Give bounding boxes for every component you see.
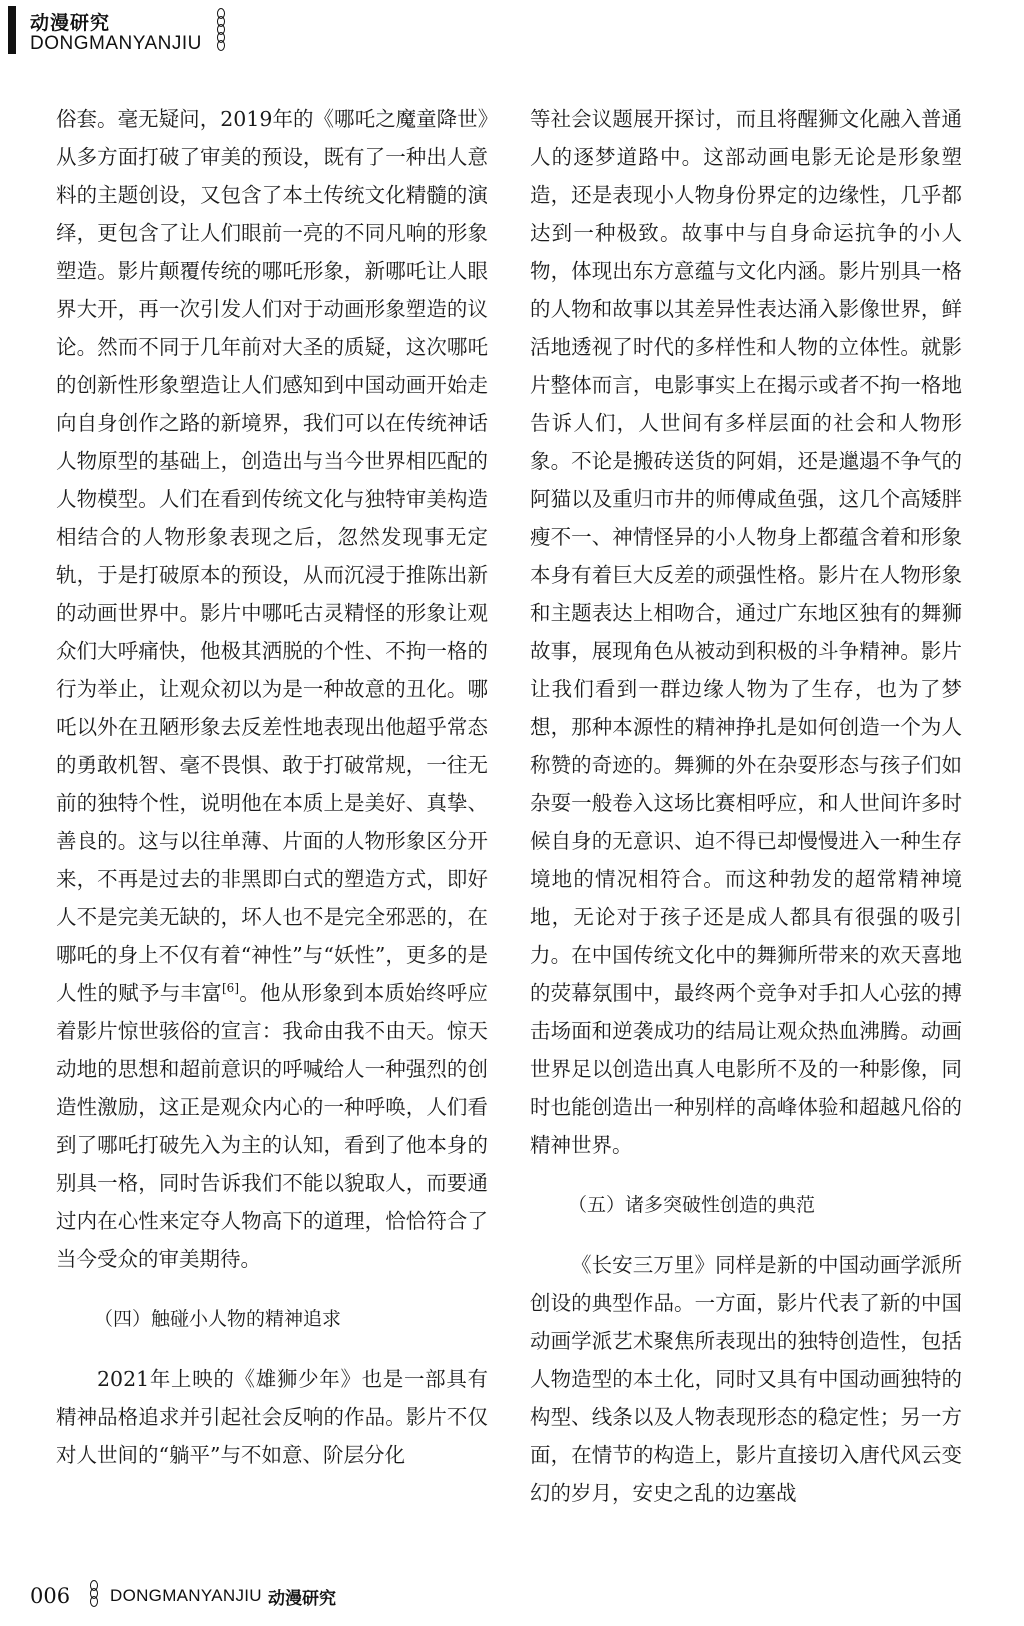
body-paragraph: 《长安三万里》同样是新的中国动画学派所创设的典型作品。一方面，影片代表了新的中国动画学派艺术聚焦所表现出的独特创造性，包括人物造型的本土化，同时又具有中国动画独特的构型、线条以及人物表现形态的稳定性；另一方面，在情节的构造上，影片直接切入唐代风云变幻的岁月，安史之乱的边塞战	[530, 1253, 962, 1505]
section-heading-4: （四）触碰小人物的精神追求	[94, 1308, 342, 1330]
section-heading-5: （五）诸多突破性创造的典范	[568, 1194, 816, 1216]
journal-title-en: DONGMANYANJIU	[30, 33, 202, 54]
citation-ref: [6]	[222, 981, 239, 996]
header-black-bar	[8, 6, 16, 54]
journal-title-cn: 动漫研究	[30, 12, 111, 34]
page-number: 006	[30, 1584, 71, 1608]
body-paragraph: 等社会议题展开探讨，而且将醒狮文化融入普通人的逐梦道路中。这部动画电影无论是形象塑造，还是表现小人物身份界定的边缘性，几乎都达到一种极致。故事中与自身命运抗争的小人物，体现出东方意蕴与文化内涵。影片别具一格的人物和故事以其差异性表达涌入影像世界，鲜活地透视了时代的多样性和人物的立体性。就影片整体而言，电影事实上在揭示或者不拘一格地告诉人们，人世间有多样层面的社会和人物形象。不论是搬砖送货的阿娟，还是邋遢不争气的阿猫以及重归市井的师傅咸鱼强，这几个高矮胖瘦不一、神情怪异的小人物身上都蕴含着和形象本身有着巨大反差的顽强性格。影片在人物形象和主题表达上相吻合，通过广东地区独有的舞狮故事，展现角色从被动到积极的斗争精神。影片让我们看到一群边缘人物为了生存，也为了梦想，那种本源性的精神挣扎是如何创造一个为人称赞的奇迹的。舞狮的外在杂耍形态与孩子们如杂耍一般卷入这场比赛相呼应，和人世间许多时候自身的无意识、迫不得已却慢慢进入一种生存境地的情况相符合。而这种勃发的超常精神境地，无论对于孩子还是成人都具有很强的吸引力。在中国传统文化中的舞狮所带来的欢天喜地的荧幕氛围中，最终两个竞争对手扣人心弦的搏击场面和逆袭成功的结局让观众热血沸腾。动画世界足以创造出真人电影所不及的一种影像，同时也能创造出一种别样的高峰体验和超越凡俗的精神世界。	[530, 107, 962, 1157]
footer-journal-en: DONGMANYANJIU	[110, 1586, 262, 1605]
footer-journal-cn: 动漫研究	[268, 1589, 336, 1609]
body-paragraph: 俗套。毫无疑问，2019年的《哪吒之魔童降世》从多方面打破了审美的预设，既有了一种出人意料的主题创设，又包含了本土传统文化精髓的演绎，更包含了让人们眼前一亮的不同凡响的形象塑造。影片颠覆传统的哪吒形象，新哪吒让人眼界大开，再一次引发人们对于动画形象塑造的议论。然而不同于几年前对大圣的质疑，这次哪吒的创新性形象塑造让人们感知到中国动画开始走向自身创作之路的新境界，我们可以在传统神话人物原型的基础上，创造出与当今世界相匹配的人物模型。人们在看到传统文化与独特审美构造相结合的人物形象表现之后，忽然发现事无定轨，于是打破原本的预设，从而沉浸于推陈出新的动画世界中。影片中哪吒古灵精怪的形象让观众们大呼痛快，他极其洒脱的个性、不拘一格的行为举止，让观众初以为是一种故意的丑化。哪吒以外在丑陋形象去反差性地表现出他超乎常态的勇敢机智、毫不畏惧、敢于打破常规，一往无前的独特个性，说明他在本质上是美好、真挚、善良的。这与以往单薄、片面的人物形象区分开来，不再是过去的非黑即白式的塑造方式，即好人不是完美无缺的，坏人也不是完全邪恶的，在哪吒的身上不仅有着“神性”与“妖性”，更多的是人性的赋予与丰富[6]。他从形象到本质始终呼应着影片惊世骇俗的宣言：我命由我不由天。惊天动地的思想和超前意识的呼喊给人一种强烈的创造性激励，这正是观众内心的一种呼唤，人们看到了哪吒打破先入为主的认知，看到了他本身的别具一格，同时告诉我们不能以貌取人，而要通过内在心性来定夺人物高下的道理，恰恰符合了当今受众的审美期待。	[56, 107, 488, 1271]
left-column	[56, 100, 488, 1474]
right-column	[530, 100, 962, 1512]
chain-ornament-icon	[88, 1580, 100, 1604]
chain-ornament-icon	[215, 8, 227, 48]
body-paragraph: 2021年上映的《雄狮少年》也是一部具有精神品格追求并引起社会反响的作品。影片不仅对人世间的“躺平”与不如意、阶层分化	[56, 1367, 488, 1467]
